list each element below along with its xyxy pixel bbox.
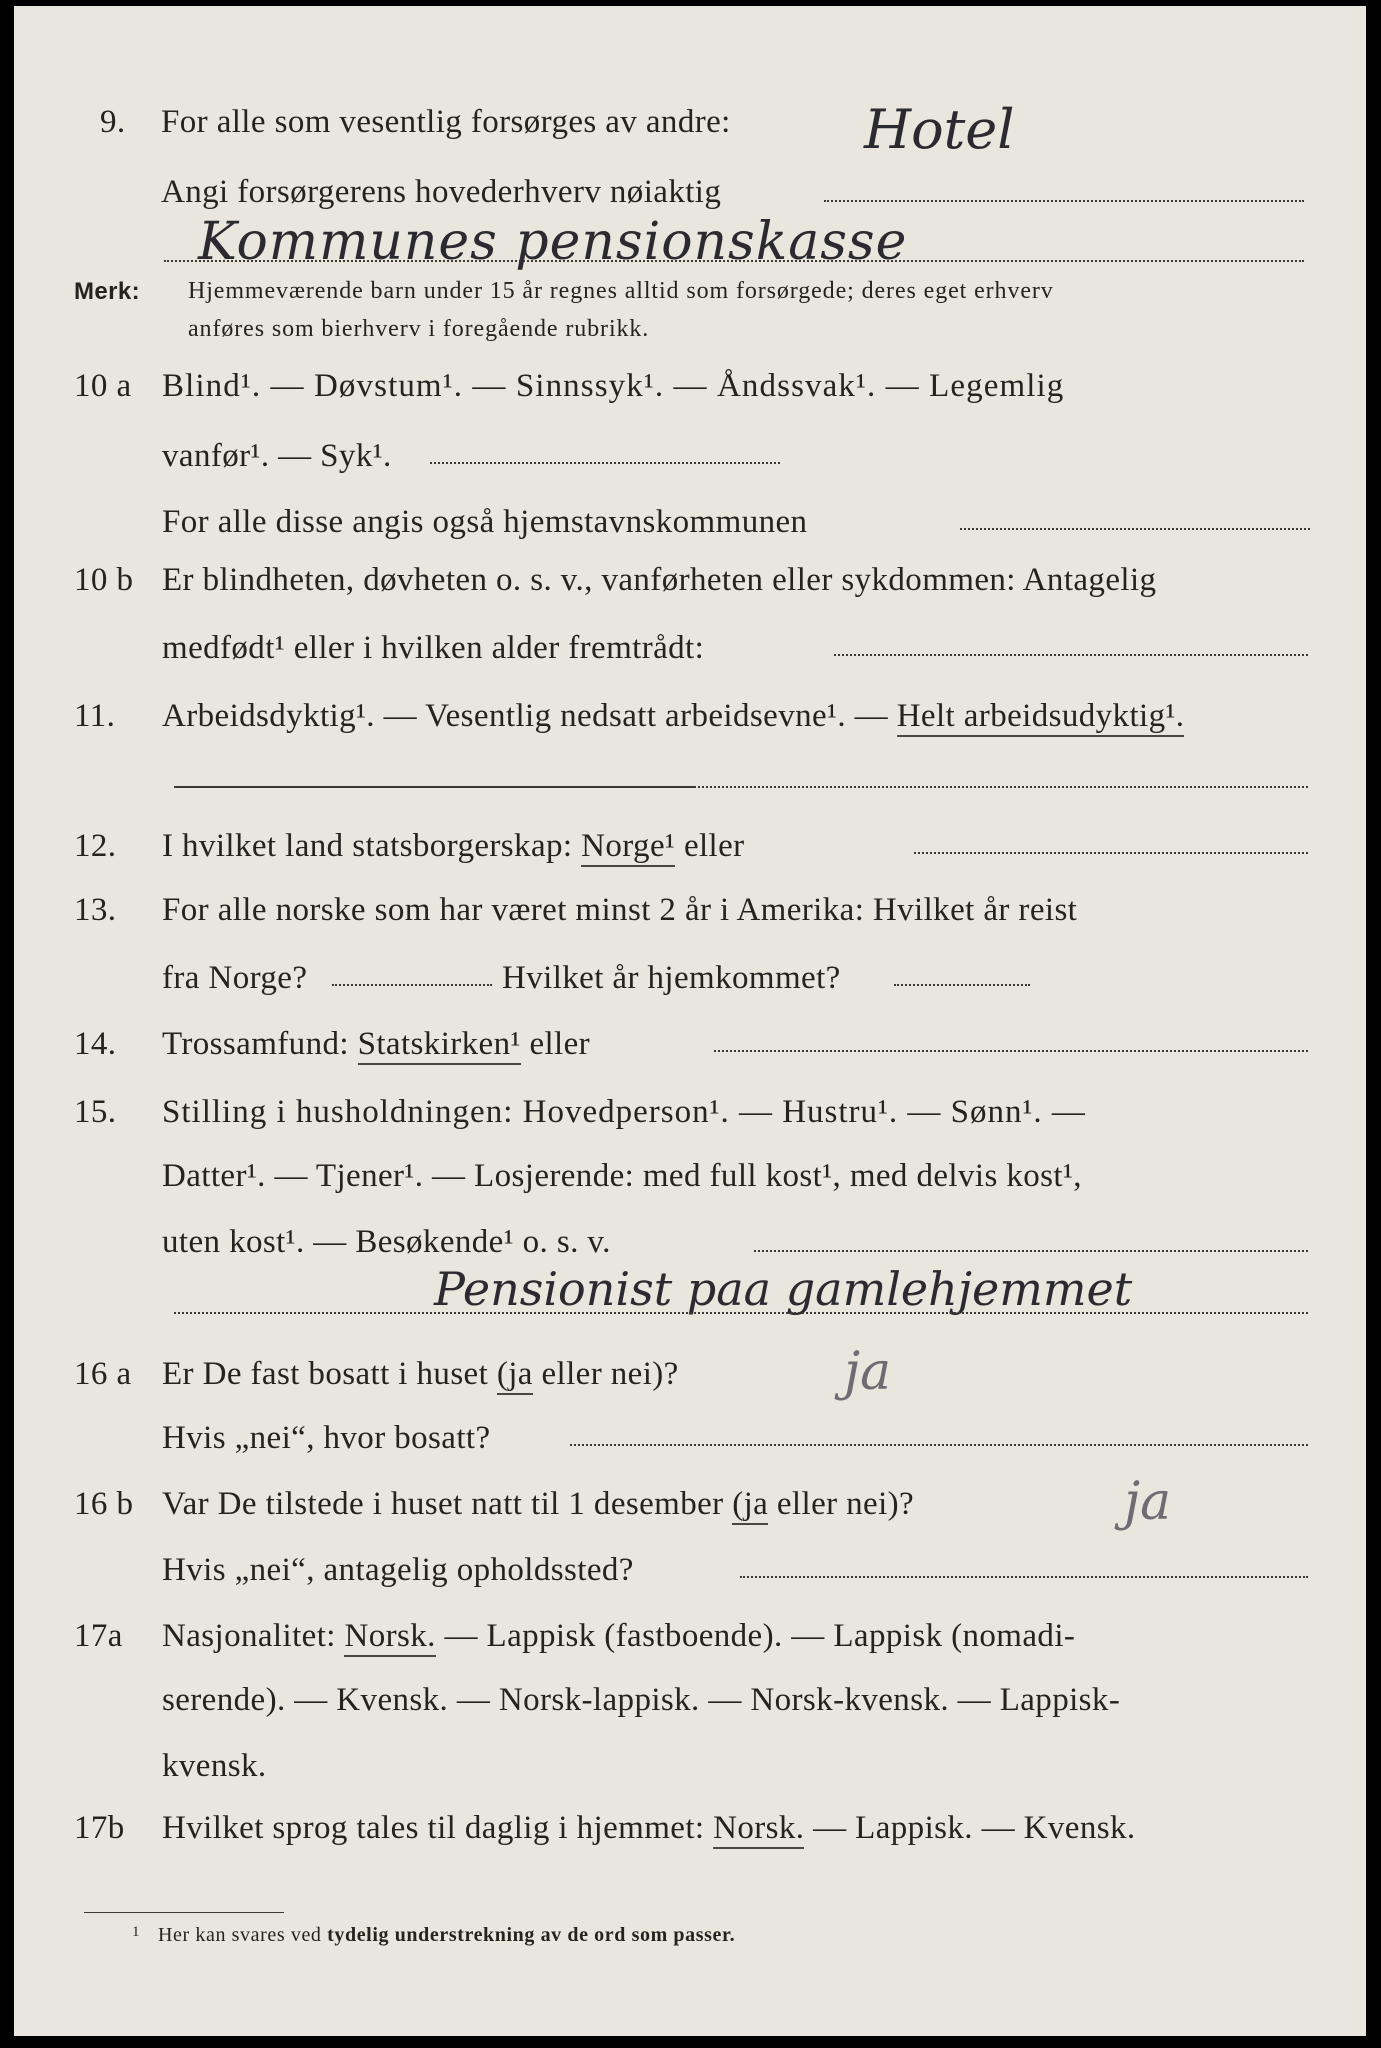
q16a-selected-option: (ja — [497, 1356, 533, 1395]
q12-question-text: I hvilket land statsborgerskap: — [162, 828, 582, 864]
q17a-question — [162, 1618, 1075, 1655]
q15-options-3: uten kost¹. — Besøkende¹ o. s. v. — [162, 1224, 611, 1260]
q12-number: 12. — [74, 828, 117, 864]
q13-left-label: fra Norge? — [162, 960, 308, 996]
q10a-answer-line — [430, 462, 780, 464]
q15-options-2: Datter¹. — Tjener¹. — Losjerende: med full kost¹, med delvis kost¹, — [162, 1158, 1082, 1194]
q11-number: 11. — [74, 698, 116, 734]
q15-answer-line-1 — [754, 1250, 1308, 1252]
merk-label: Merk: — [74, 278, 141, 305]
q16b-question-text: Var De tilstede i huset natt til 1 desember — [162, 1486, 733, 1522]
q13-right-answer-line — [894, 984, 1030, 986]
q10b-answer-line — [834, 654, 1308, 656]
q9-question: For alle som vesentlig forsørges av andre: — [161, 104, 731, 140]
q14-question — [162, 1026, 590, 1063]
q17a-number: 17a — [74, 1618, 123, 1654]
footnote-text-bold: tydelig understrekning av de ord som passer. — [327, 1924, 736, 1946]
q17a-options-3: kvensk. — [162, 1748, 267, 1784]
q16a-handwritten-answer: ja — [844, 1342, 892, 1402]
q10a-options-2: vanfør¹. — Syk¹. — [162, 438, 392, 474]
q17a-question-text: Nasjonalitet: — [162, 1618, 345, 1654]
footnote-text — [158, 1924, 735, 1947]
q9-handwritten-answer-1: Hotel — [864, 98, 1015, 161]
q16a-followup: Hvis „nei“, hvor bosatt? — [162, 1420, 491, 1456]
census-form-page — [14, 6, 1366, 2036]
q14-question-tail: eller — [520, 1026, 591, 1062]
q9-answer-line-1 — [824, 200, 1304, 202]
q14-question-text: Trossamfund: — [162, 1026, 358, 1062]
q17b-question-text: Hvilket sprog tales til daglig i hjemmet: — [162, 1810, 714, 1846]
q17a-options: — Lappisk (fastboende). — Lappisk (nomadi- — [435, 1618, 1076, 1654]
footnote-divider — [84, 1912, 284, 1913]
q17a-options-2: serende). — Kvensk. — Norsk-lappisk. — Norsk-kvensk. — Lappisk- — [162, 1682, 1121, 1718]
q9-number: 9. — [100, 104, 126, 140]
q16b-question-tail: eller nei)? — [768, 1486, 915, 1522]
q11-options — [162, 698, 1184, 735]
footnote-text-plain: Her kan svares ved — [158, 1924, 328, 1946]
q17b-question — [162, 1810, 1136, 1847]
q9-instruction: Angi forsørgerens hovederhverv nøiaktig — [161, 174, 722, 210]
q10a-hometown-label: For alle disse angis også hjemstavnskommunen — [162, 504, 808, 540]
q16b-question — [162, 1486, 914, 1523]
q10b-question-2: medfødt¹ eller i hvilken alder fremtrådt: — [162, 630, 705, 666]
q10b-number: 10 b — [74, 562, 134, 598]
q11-selected-option: Helt arbeidsudyktig¹. — [897, 698, 1185, 737]
footnote-mark: 1 — [132, 1924, 140, 1940]
q16a-question-text: Er De fast bosatt i huset — [162, 1356, 497, 1392]
q13-number: 13. — [74, 892, 117, 928]
q15-options-1: Stilling i husholdningen: Hovedperson¹. — Hustru¹. — Sønn¹. — — [162, 1094, 1086, 1130]
q13-right-label: Hvilket år hjemkommet? — [502, 960, 841, 996]
q16a-number: 16 a — [74, 1356, 132, 1392]
q17a-selected-option: Norsk. — [344, 1618, 435, 1657]
q15-handwritten-answer: Pensionist paa gamlehjemmet — [434, 1262, 1133, 1316]
q11-blank-line-solid — [174, 786, 694, 788]
q16b-number: 16 b — [74, 1486, 134, 1522]
q16a-question-tail: eller nei)? — [532, 1356, 679, 1392]
q15-answer-line-2 — [174, 1312, 1308, 1314]
q12-question — [162, 828, 745, 865]
q16b-handwritten-answer: ja — [1124, 1472, 1172, 1532]
q11-blank-line-dots — [694, 786, 1308, 788]
q16b-followup: Hvis „nei“, antagelig opholdssted? — [162, 1552, 634, 1588]
q15-number: 15. — [74, 1094, 117, 1130]
q10a-hometown-line — [960, 528, 1310, 530]
q16b-selected-option: (ja — [732, 1486, 768, 1525]
q12-question-tail: eller — [675, 828, 745, 864]
q10b-question: Er blindheten, døvheten o. s. v., vanførheten eller sykdommen: Antagelig — [162, 562, 1157, 598]
q10a-options: Blind¹. — Døvstum¹. — Sinnssyk¹. — Åndssvak¹. — Legemlig — [162, 368, 1065, 404]
q13-question: For alle norske som har været minst 2 år i Amerika: Hvilket år reist — [162, 892, 1078, 928]
q14-selected-option: Statskirken¹ — [358, 1026, 521, 1065]
q16a-answer-line — [570, 1444, 1308, 1446]
q14-number: 14. — [74, 1026, 117, 1062]
merk-text-1: Hjemmeværende barn under 15 år regnes alltid som forsørgede; deres eget erhverv — [188, 278, 1054, 304]
q11-options-text: Arbeidsdyktig¹. — Vesentlig nedsatt arbeidsevne¹. — — [162, 698, 897, 734]
q9-answer-line-2 — [164, 260, 1304, 262]
q14-answer-line — [714, 1050, 1308, 1052]
q17b-options: — Lappisk. — Kvensk. — [804, 1810, 1136, 1846]
q12-selected-option: Norge¹ — [581, 828, 675, 867]
q17b-selected-option: Norsk. — [713, 1810, 804, 1849]
q12-answer-line — [914, 852, 1308, 854]
q9-handwritten-answer-2: Kommunes pensionskasse — [198, 212, 908, 272]
q17b-number: 17b — [74, 1810, 125, 1846]
q16b-answer-line — [740, 1576, 1308, 1578]
merk-text-2: anføres som bierhverv i foregående rubrikk. — [188, 316, 650, 342]
q13-left-answer-line — [332, 984, 492, 986]
q16a-question — [162, 1356, 679, 1393]
q10a-number: 10 a — [74, 368, 132, 404]
